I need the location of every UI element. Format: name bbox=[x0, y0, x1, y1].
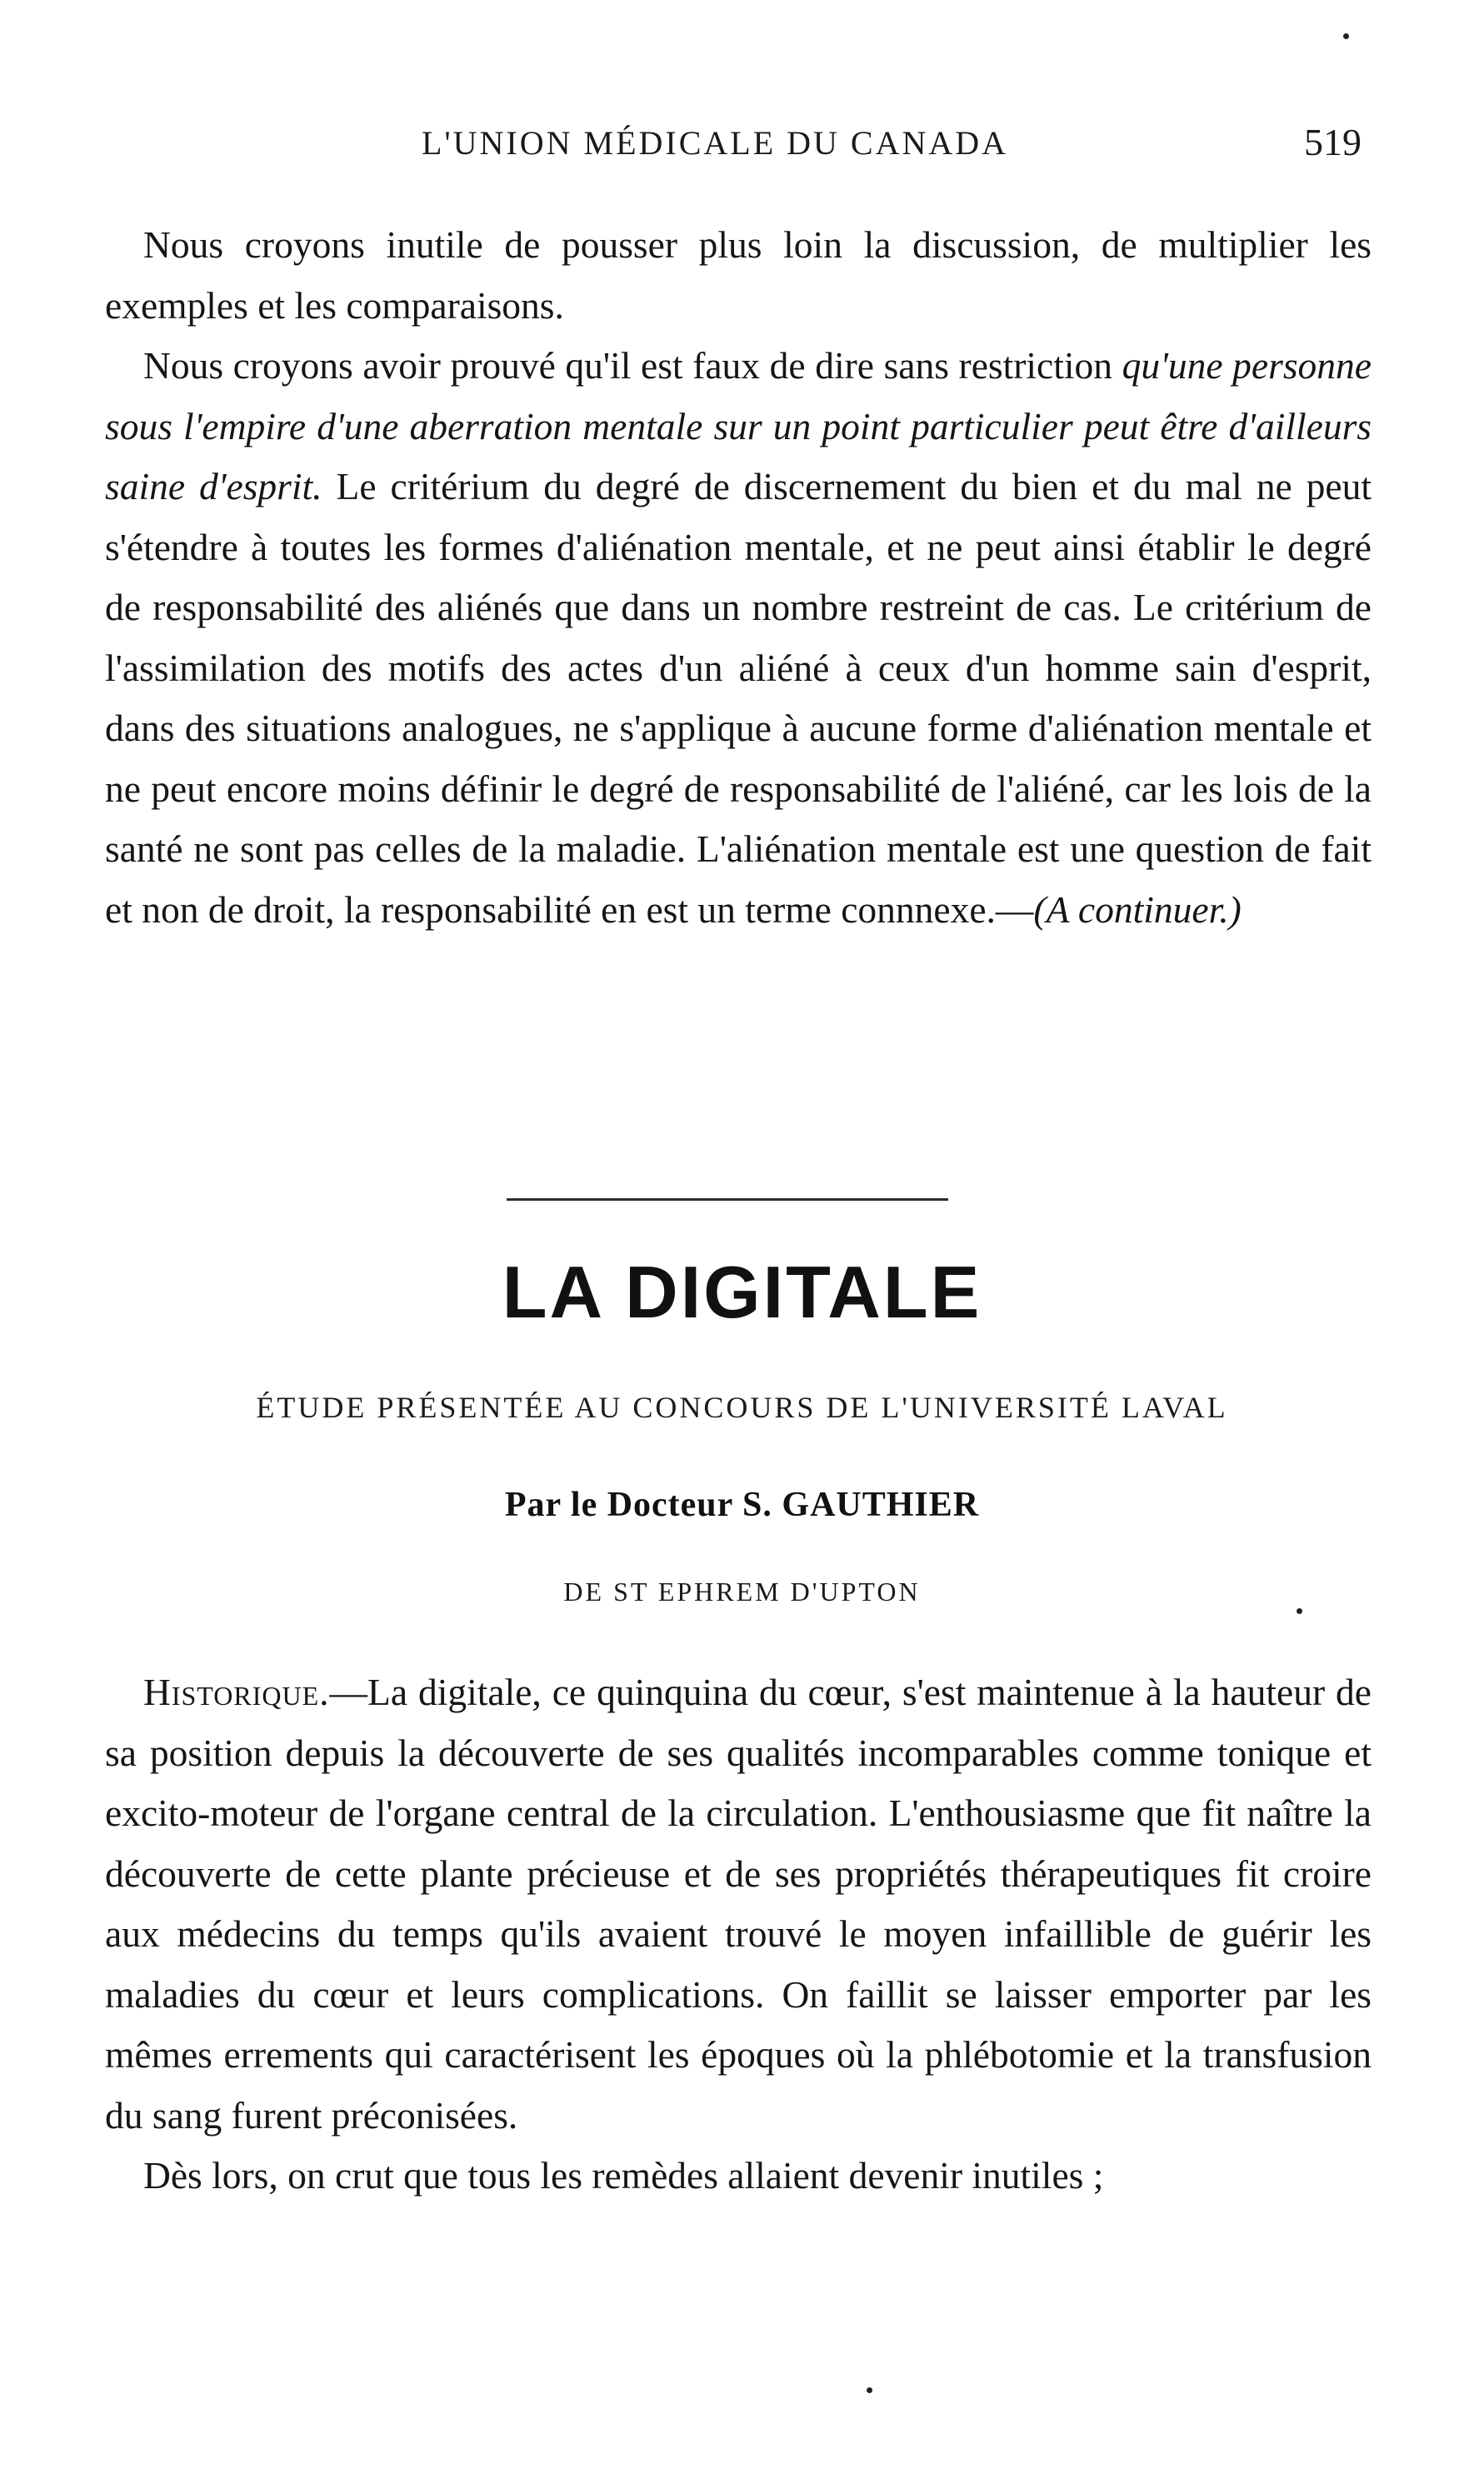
page-number: 519 bbox=[1304, 121, 1362, 163]
article-byline: Par le Docteur S. GAUTHIER bbox=[504, 1486, 980, 1524]
to-be-continued-note: (A continuer.) bbox=[1033, 887, 1242, 931]
running-title: L'UNION MÉDICALE DU CANADA bbox=[422, 124, 1009, 162]
section-divider bbox=[507, 1198, 948, 1201]
paragraph-lead-historique: Historique. bbox=[143, 1671, 330, 1713]
article-body bbox=[105, 1662, 1372, 2207]
author-affiliation: DE ST EPHREM D'UPTON bbox=[563, 1577, 921, 1607]
running-head bbox=[105, 123, 1380, 173]
conclusion-text bbox=[105, 215, 1372, 940]
print-speck bbox=[1343, 33, 1349, 39]
article-paragraph-1 bbox=[105, 1662, 1372, 2146]
print-speck bbox=[1297, 1608, 1302, 1614]
article-paragraph-1-body: —La digitale, ce quinquina du cœur, s'est maintenue à la hauteur de sa position depuis la découverte de ses qualités incomparables comme tonique et excito-moteur de l'organe central de la circulation. L'enthousiasme que fit naître la découverte de cette plante précieuse et de ses propriétés thérapeutiques fit croire aux médecins du temps qu'ils avaient trouvé le moyen infaillible de guérir les maladies du cœur et leurs complications. On faillit se laisser emporter par les mêmes errements qui caractérisent les époques où la phlébotomie et la transfusion du sang furent préconisées. bbox=[105, 1671, 1372, 2137]
article-paragraph-2: Dès lors, on crut que tous les remèdes allaient devenir inutiles ; bbox=[143, 2154, 1104, 2197]
conclusion-paragraph-2-body: Le critérium du degré de discernement du bien et du mal ne peut s'étendre à toutes les formes d'aliénation mentale, et ne peut ainsi établir le degré de responsabilité des aliénés que dans un nombre restreint de cas. Le critérium de l'assimilation des motifs des actes d'un aliéné à ceux d'un homme sain d'esprit, dans des situations analogues, ne s'applique à aucune forme d'aliénation mentale et ne peut encore moins définir le degré de responsabilité de l'aliéné, car les lois de la santé ne sont pas celles de la maladie. L'aliénation mentale est une question de fait et non de droit, la responsabilité en est un terme connnexe.— bbox=[105, 465, 1372, 931]
conclusion-paragraph-2-start: Nous croyons avoir prouvé qu'il est faux de dire sans restriction bbox=[143, 344, 1122, 387]
article-subtitle: ÉTUDE PRÉSENTÉE AU CONCOURS DE L'UNIVERSITÉ LAVAL bbox=[256, 1391, 1228, 1424]
conclusion-paragraph-1: Nous croyons inutile de pousser plus loin la discussion, de multiplier les exemples et les comparaisons. bbox=[105, 223, 1372, 327]
conclusion-paragraph-2 bbox=[105, 336, 1372, 940]
article-title: LA DIGITALE bbox=[502, 1251, 982, 1333]
print-speck bbox=[867, 2387, 872, 2393]
conclusion-italic-quote: qu'une personne sous l'empire d'une aberration mentale sur un point particulier peut être d'ailleurs saine d'esprit. bbox=[105, 344, 1372, 507]
